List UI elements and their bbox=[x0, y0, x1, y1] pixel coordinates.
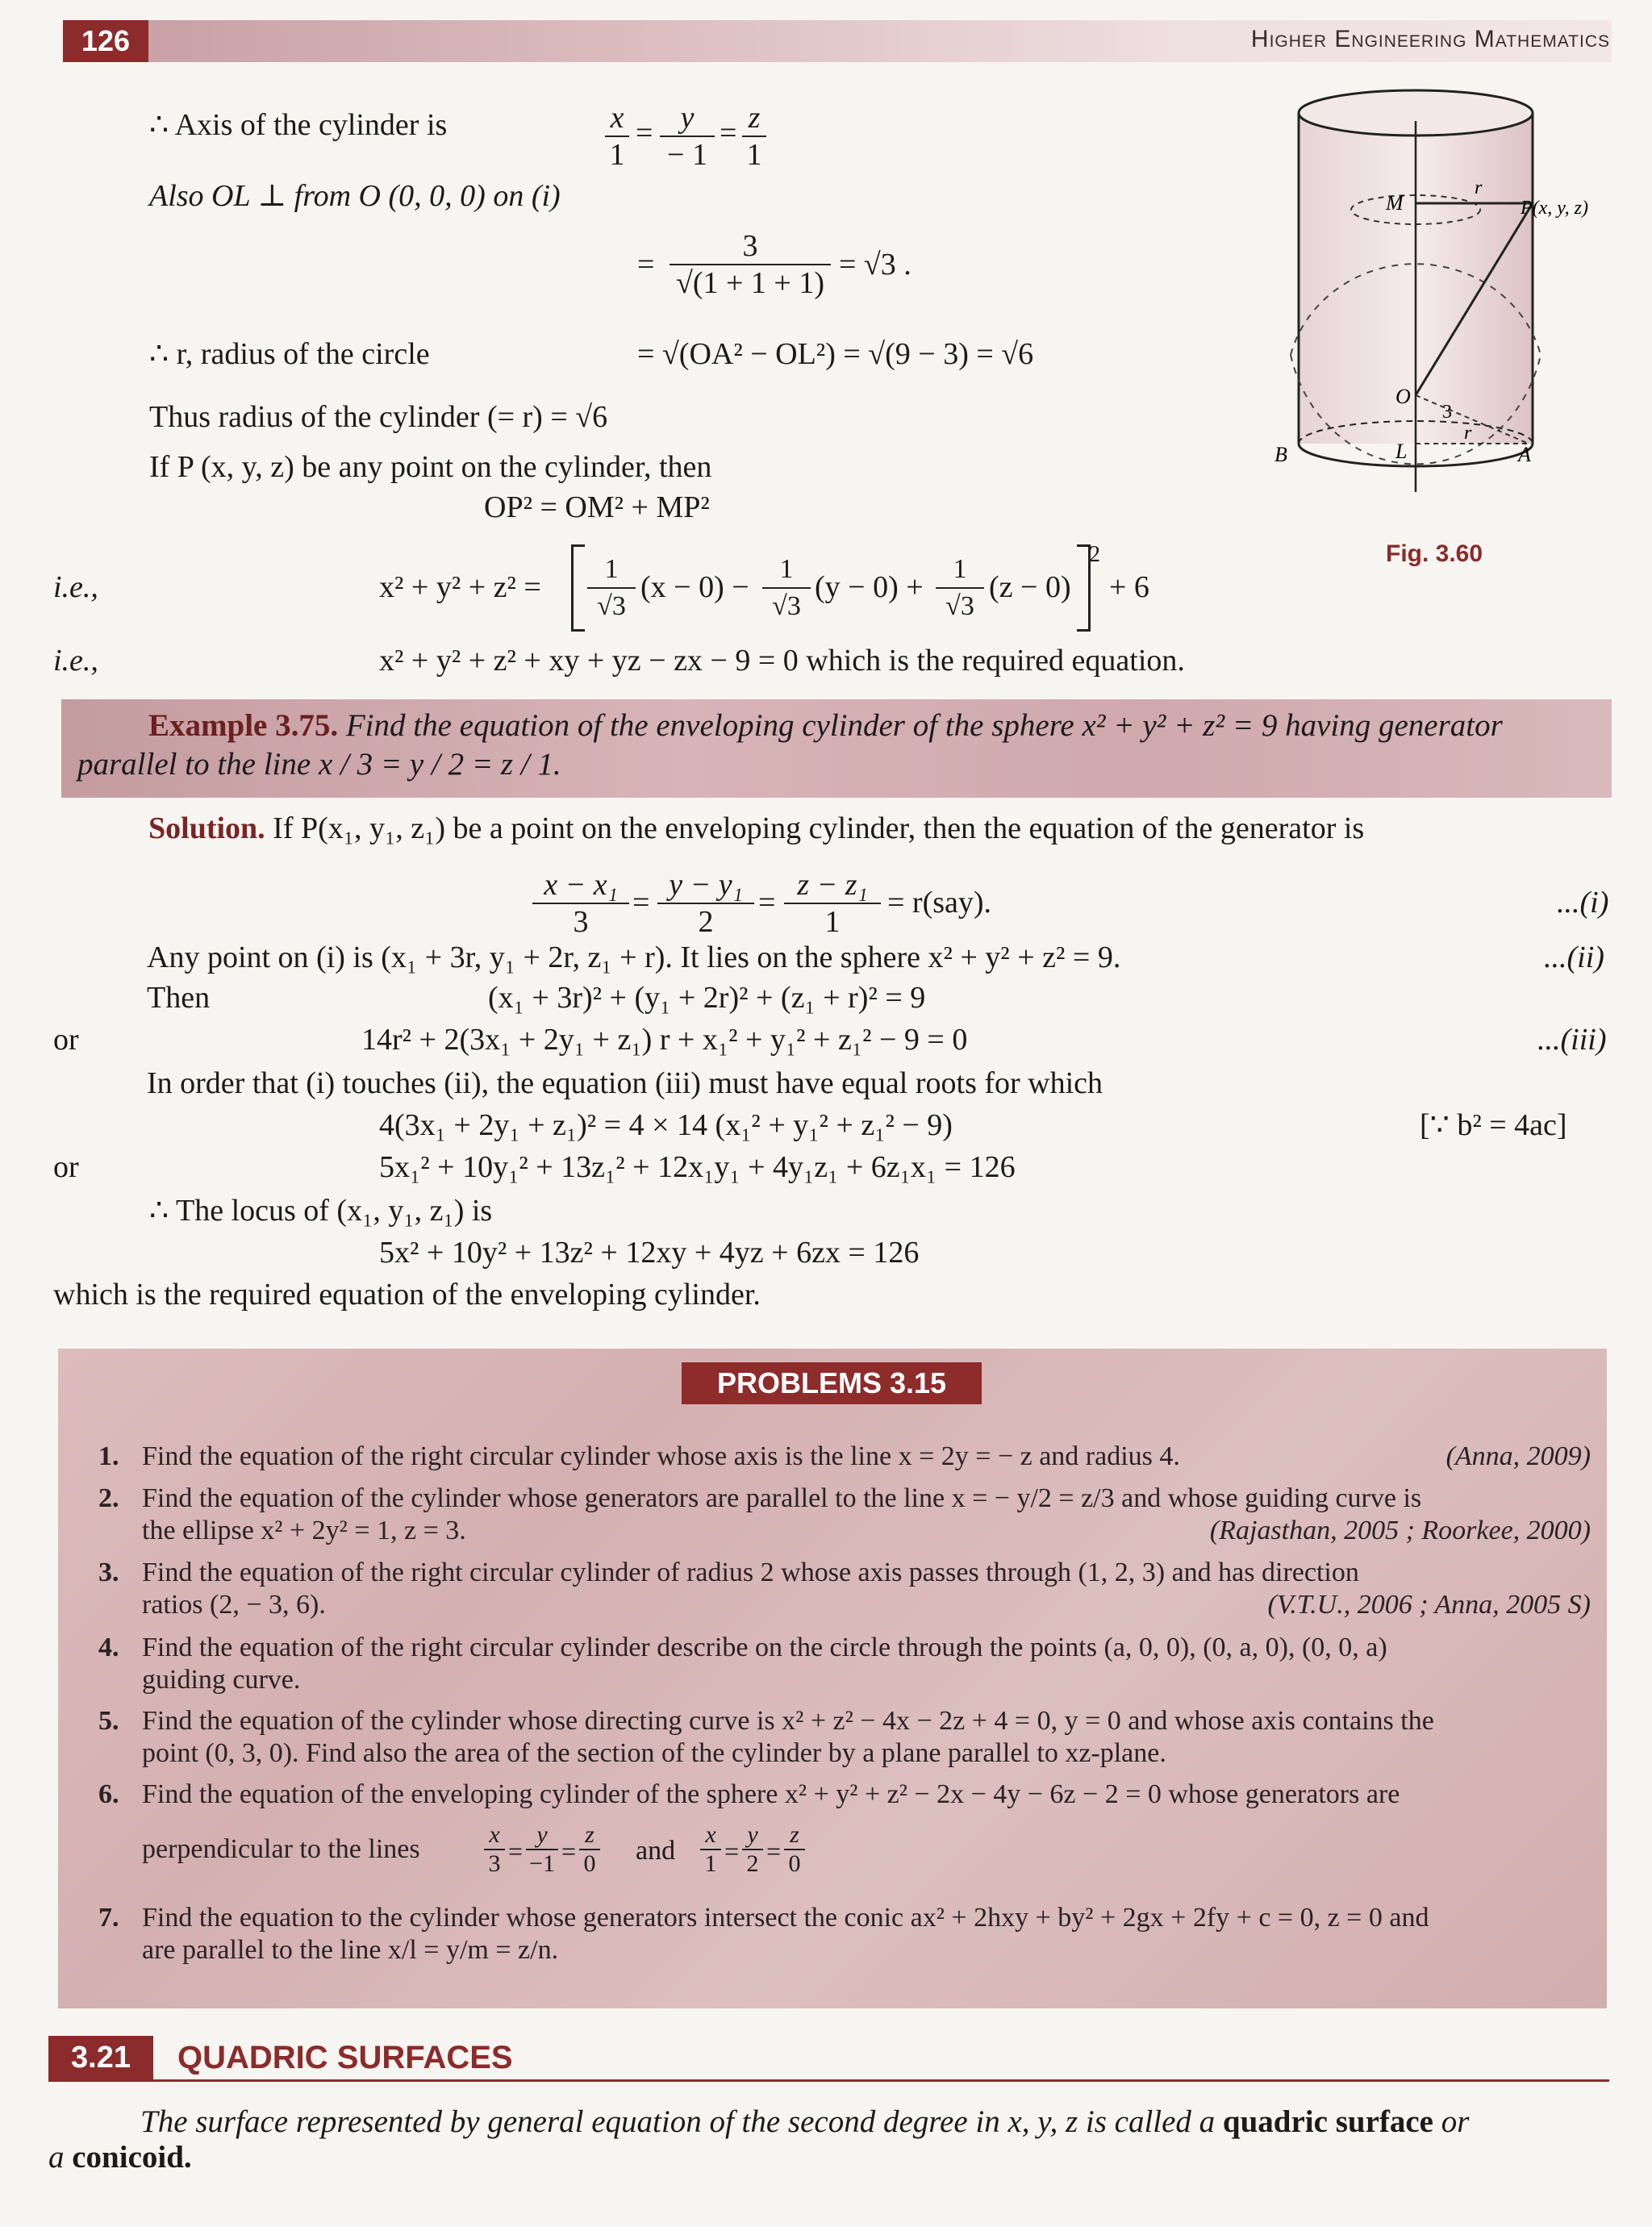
section-number: 3.21 bbox=[48, 2036, 153, 2079]
equation-iii: 14r² + 2(3x₁ + 2y₁ + z₁) r + x₁² + y₁² + z₁² − 9 = 0 bbox=[361, 1023, 968, 1057]
eq-left: x² + y² + z² = bbox=[379, 570, 541, 604]
svg-text:A: A bbox=[1518, 443, 1531, 466]
ol-result: = √3 . bbox=[839, 248, 912, 282]
radius-eq: = √(OA² − OL²) = √(9 − 3) = √6 bbox=[637, 337, 1034, 371]
locus-equation: 5x² + 10y² + 13z² + 12xy + 4yz + 6zx = 126 bbox=[379, 1236, 920, 1270]
example-statement bbox=[77, 707, 1594, 784]
expanded-equation: 5x₁² + 10y₁² + 13z₁² + 12x₁y₁ + 4y₁z₁ + 6z₁x₁ = 126 bbox=[379, 1150, 1016, 1184]
svg-text:B: B bbox=[1274, 443, 1287, 466]
in-order-line: In order that (i) touches (ii), the equation (iii) must have equal roots for which bbox=[147, 1066, 1103, 1100]
svg-text:3: 3 bbox=[1442, 402, 1452, 423]
svg-text:M: M bbox=[1386, 191, 1404, 215]
problem-item: 7. Find the equation to the cylinder whose generators intersect the conic ax² + 2hxy + by² + 2gx + 2fy + c = 0, z = 0 and are parallel to the line x/l = y/m = z/n. bbox=[98, 1903, 1429, 1965]
problem-item: 3. Find the equation of the right circular cylinder of radius 2 whose axis passes through (1, 2, 3) and has direction ratios (2, − 3, 6). (V.T.U., 2006 ; Anna, 2005 S) bbox=[98, 1558, 1591, 1620]
figure-caption: Fig. 3.60 bbox=[1386, 540, 1483, 567]
radius-label: ∴ r, radius of the circle bbox=[149, 337, 430, 371]
cylinder-figure bbox=[1266, 89, 1588, 540]
ol-fraction: $\frac{3}{√(1 + 1 + 1)}$ bbox=[670, 228, 831, 301]
page-number: 126 bbox=[63, 20, 148, 62]
svg-text:r: r bbox=[1475, 177, 1483, 198]
running-head: Higher Engineering Mathematics bbox=[1250, 26, 1610, 52]
definition-line-1: The surface represented by general equation of the second degree in x, y, z is called a quadric surface or bbox=[140, 2104, 1470, 2139]
ol-line: Also OL ⊥ from O (0, 0, 0) on (i) bbox=[149, 179, 561, 213]
then-equation: (x₁ + 3r)² + (y₁ + 2r)² + (z₁ + r)² = 9 bbox=[488, 981, 926, 1015]
svg-text:O: O bbox=[1395, 385, 1411, 408]
problems-title: PROBLEMS 3.15 bbox=[682, 1362, 982, 1404]
problem-item: 2. Find the equation of the cylinder whose generators are parallel to the line x = − y/2 = z/3 and whose guiding curve is the ellipse x² + 2y² = 1, z = 3. (Rajasthan, 2005 ; Roorkee, 2000) bbox=[98, 1483, 1591, 1545]
final-equation: x² + y² + z² + xy + yz − zx − 9 = 0 which is the required equation. bbox=[379, 644, 1185, 678]
discriminant-equation: 4(3x₁ + 2y₁ + z₁)² = 4 × 14 (x₁² + y₁² + z₁² − 9) bbox=[379, 1108, 953, 1142]
tag-i: ...(i) bbox=[1557, 886, 1609, 920]
problem-item: 4. Find the equation of the right circular cylinder describe on the circle through the points (a, 0, 0), (0, a, 0), (0, 0, a) guiding curve. bbox=[98, 1633, 1387, 1695]
axis-frac-z: $\frac{z}{1}$ bbox=[742, 100, 766, 173]
section-rule bbox=[48, 2079, 1609, 2082]
tag-ii: ...(ii) bbox=[1544, 940, 1604, 974]
section-title: QUADRIC SURFACES bbox=[177, 2040, 513, 2075]
definition-line-2: a conicoid. bbox=[48, 2140, 192, 2175]
svg-text:P(x, y, z): P(x, y, z) bbox=[1521, 198, 1588, 219]
solution-intro: Solution. If P(x₁, y₁, z₁) be a point on the enveloping cylinder, then the equation of the generator is bbox=[148, 811, 1365, 845]
locus-line: ∴ The locus of (x₁, y₁, z₁) is bbox=[149, 1194, 493, 1228]
svg-text:L: L bbox=[1395, 440, 1408, 463]
problem-item: 6. Find the equation of the enveloping cylinder of the sphere x² + y² + z² − 2x − 4y − 6z − 2 = 0 whose generators are perpendicular to the lines bbox=[98, 1779, 1400, 1864]
axis-frac-y: $\frac{y}{- 1}$ bbox=[660, 100, 715, 173]
axis-frac-x: $\frac{x}{1}$ bbox=[605, 100, 629, 173]
left-bracket bbox=[571, 544, 585, 632]
tag-iii: ...(iii) bbox=[1537, 1023, 1607, 1057]
conclusion: which is the required equation of the enveloping cylinder. bbox=[53, 1278, 761, 1312]
problem-item: 5. Find the equation of the cylinder whose directing curve is x² + z² − 4x − 2z + 4 = 0, y = 0 and whose axis contains the point (0, 3, 0). Find also the area of the section of the cylinder by a plane parallel to xz-plane. bbox=[98, 1706, 1434, 1768]
any-point-line: Any point on (i) is (x₁ + 3r, y₁ + 2r, z₁ + r). It lies on the sphere x² + y² + z² = 9. bbox=[147, 940, 1121, 974]
radius-cylinder: Thus radius of the cylinder (= r) = √6 bbox=[149, 400, 608, 434]
if-p-line: If P (x, y, z) be any point on the cylinder, then bbox=[149, 450, 712, 484]
svg-text:r: r bbox=[1464, 423, 1472, 444]
discriminant-note: [∵ b² = 4ac] bbox=[1420, 1108, 1567, 1142]
op-equation: OP² = OM² + MP² bbox=[484, 490, 710, 524]
axis-label: ∴ Axis of the cylinder is bbox=[149, 108, 448, 142]
example-text: Find the equation of the enveloping cylinder of the sphere x² + y² + z² = 9 having generator parallel to the line x / 3 = y / 2 = z / 1. bbox=[77, 708, 1503, 782]
example-label: Example 3.75. bbox=[148, 708, 339, 743]
